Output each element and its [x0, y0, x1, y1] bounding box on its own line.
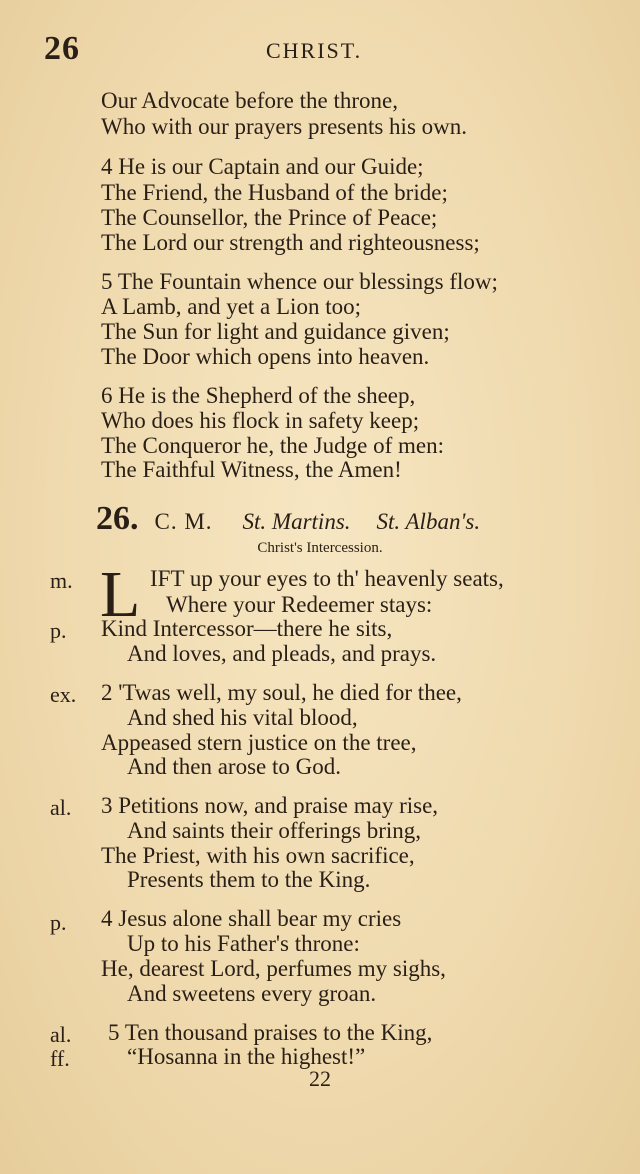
running-head: CHRIST.: [266, 38, 363, 63]
verse-line: The Friend, the Husband of the bride;: [101, 180, 448, 205]
dynamic-mark: ex.: [50, 682, 77, 707]
signature-mark: 22: [309, 1066, 331, 1091]
verse-line: 3 Petitions now, and praise may rise,: [101, 793, 439, 818]
verse-line: 5 The Fountain whence our blessings flow;: [101, 269, 498, 294]
verse-line: “Hosanna in the highest!”: [127, 1044, 366, 1069]
dynamic-mark: p.: [50, 910, 67, 935]
verse-line: Who with our prayers presents his own.: [101, 114, 468, 139]
verse-line: And then arose to God.: [127, 754, 341, 779]
verse-line: Up to his Father's throne:: [127, 931, 360, 956]
page-number: 26: [44, 30, 80, 67]
tune-name: St. Martins.: [242, 509, 351, 534]
verse-line: And shed his vital blood,: [127, 705, 358, 730]
verse-line: The Priest, with his own sacrifice,: [101, 843, 415, 868]
verse-line: Where your Redeemer stays:: [166, 592, 433, 617]
verse-line: IFT up your eyes to th' heavenly seats,: [150, 566, 504, 591]
verse-line: 6 He is the Shepherd of the sheep,: [101, 383, 416, 408]
verse-line: Kind Intercessor—there he sits,: [101, 616, 393, 641]
verse-line: 4 He is our Captain and our Guide;: [101, 154, 424, 179]
verse-line: And sweetens every groan.: [127, 981, 377, 1006]
drop-cap: L: [100, 558, 141, 631]
hymn-subtitle: Christ's Intercession.: [257, 540, 383, 556]
dynamic-mark: p.: [50, 618, 67, 643]
verse-line: The Sun for light and guidance given;: [101, 319, 450, 344]
verse-line: 4 Jesus alone shall bear my cries: [101, 906, 402, 931]
verse-line: 5 Ten thousand praises to the King,: [108, 1020, 433, 1045]
verse-line: Presents them to the King.: [127, 867, 371, 892]
verse-line: The Counsellor, the Prince of Peace;: [101, 205, 438, 230]
verse-line: The Lord our strength and righteousness;: [101, 230, 480, 255]
dynamic-mark: ff.: [50, 1046, 70, 1071]
hymn-meter: C. M.: [154, 509, 213, 534]
dynamic-mark: al.: [50, 795, 72, 820]
page-header: [0, 30, 640, 70]
hymn-heading: [96, 500, 506, 538]
verse-line: The Conqueror he, the Judge of men:: [101, 433, 444, 458]
tune-name: St. Alban's.: [376, 509, 481, 534]
verse-line: A Lamb, and yet a Lion too;: [101, 294, 361, 319]
verse-line: He, dearest Lord, perfumes my sighs,: [101, 956, 446, 981]
verse-line: The Faithful Witness, the Amen!: [101, 457, 402, 482]
verse-line: Our Advocate before the throne,: [101, 88, 398, 113]
verse-line: Who does his flock in safety keep;: [101, 408, 420, 433]
verse-line: The Door which opens into heaven.: [101, 344, 430, 369]
verse-line: Appeased stern justice on the tree,: [101, 730, 417, 755]
verse-line: And loves, and pleads, and prays.: [127, 641, 437, 666]
verse-line: 2 'Twas well, my soul, he died for thee,: [101, 680, 462, 705]
dynamic-mark: m.: [50, 568, 73, 593]
verse-line: And saints their offerings bring,: [127, 818, 422, 843]
dynamic-mark: al.: [50, 1022, 72, 1047]
hymn-number: 26.: [96, 500, 139, 537]
